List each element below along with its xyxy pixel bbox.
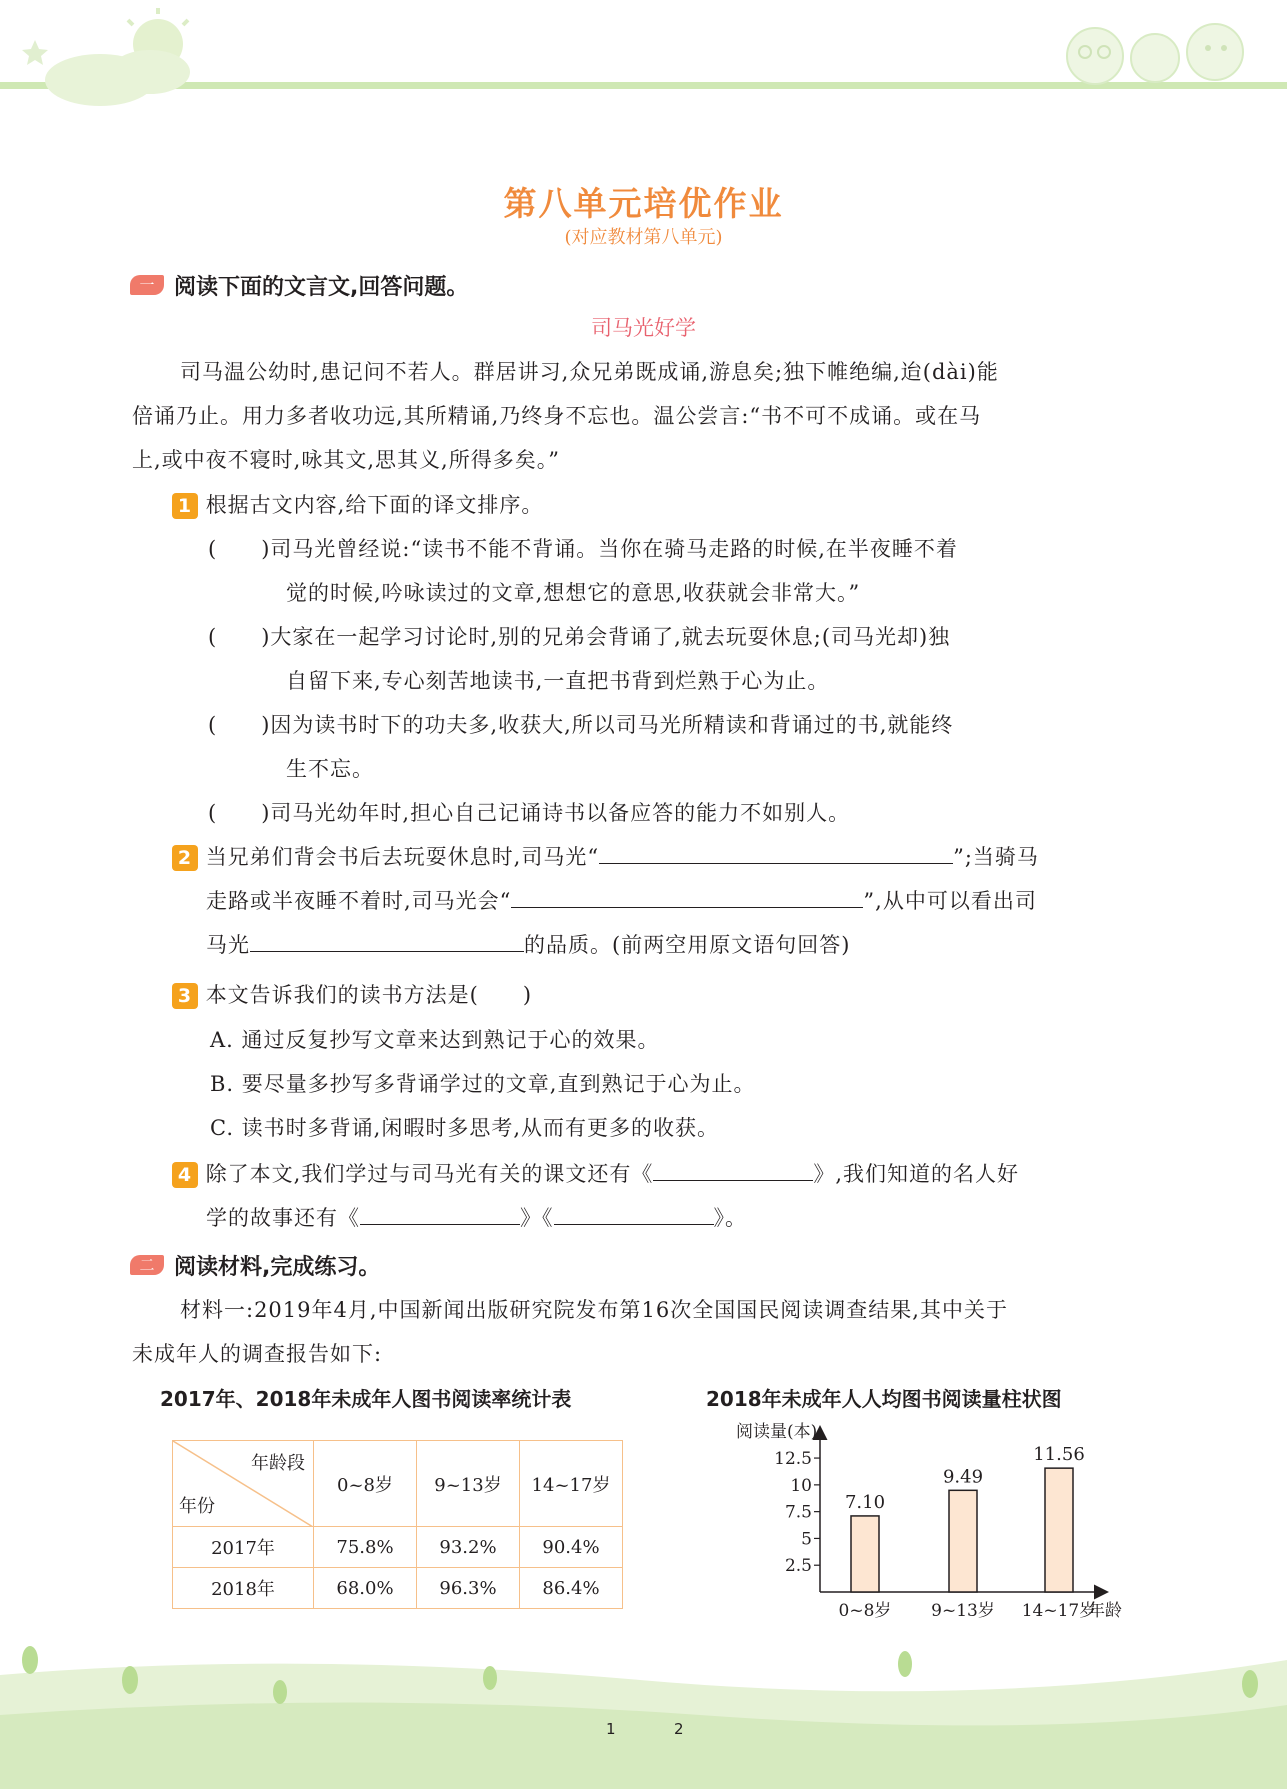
order-blank[interactable]: ( ) — [208, 537, 271, 561]
order-blank[interactable]: ( ) — [208, 713, 271, 737]
order-blank[interactable]: ( ) — [208, 801, 271, 825]
y-tick-label: 5 — [801, 1529, 812, 1550]
question-number-badge: 3 — [172, 983, 198, 1009]
option-b[interactable]: B. 要尽量多抄写多背诵学过的文章,直到熟记于心为止。 — [210, 1072, 756, 1096]
x-tick-label: 0~8岁 — [838, 1601, 892, 1620]
reading-rate-table — [172, 1440, 623, 1609]
table-cell: 75.8% — [314, 1527, 417, 1568]
question-2-line: 马光 的品质。(前两空用原文语句回答) — [206, 923, 850, 967]
corner-header-bottom: 年份 — [179, 1496, 215, 1517]
question-text: 根据古文内容,给下面的译文排序。 — [205, 493, 544, 517]
section-title-1: 阅读下面的文言文,回答问题。 — [174, 275, 469, 300]
section-badge-2: 二 — [130, 1255, 164, 1275]
order-item-text: 觉的时候,吟咏读过的文章,想想它的意思,收获就会非常大。” — [286, 581, 861, 605]
y-tick-label: 10 — [790, 1475, 812, 1496]
y-tick-label: 2.5 — [784, 1556, 812, 1577]
order-item-text: 生不忘。 — [286, 757, 374, 781]
table-caption: 2017年、2018年未成年人图书阅读率统计表 — [160, 1387, 572, 1411]
bar-value-label: 9.49 — [942, 1466, 984, 1488]
table-cell: 68.0% — [314, 1568, 417, 1609]
y-axis-label: 阅读量(本) — [736, 1422, 818, 1442]
order-item — [208, 615, 950, 659]
table-corner-cell — [173, 1441, 314, 1527]
question-2: 2 当兄弟们背会书后去玩耍休息时,司马光“ ”;当骑马 — [172, 835, 1039, 879]
order-item — [208, 791, 850, 835]
table-cell: 93.2% — [417, 1527, 520, 1568]
animal-friends-icon — [1067, 24, 1243, 84]
table-header-cell: 9~13岁 — [417, 1441, 520, 1527]
page-number-right: 2 — [674, 1720, 684, 1738]
corner-header-top: 年龄段 — [251, 1453, 305, 1474]
footer-decoration — [0, 1620, 1287, 1789]
bar-value-label: 11.56 — [1033, 1444, 1085, 1466]
table-header-cell: 14~17岁 — [520, 1441, 623, 1527]
order-item-text: 司马光幼年时,担心自己记诵诗书以备应答的能力不如别人。 — [270, 801, 851, 825]
answer-blank[interactable] — [554, 1202, 714, 1225]
material-text: 未成年人的调查报告如下: — [132, 1342, 383, 1366]
table-cell: 90.4% — [520, 1527, 623, 1568]
answer-blank[interactable] — [360, 1202, 520, 1225]
x-tick-label: 9~13岁 — [931, 1601, 995, 1620]
y-tick-label: 12.5 — [774, 1449, 812, 1470]
question-4: 4 除了本文,我们学过与司马光有关的课文还有《 》,我们知道的名人好 — [172, 1152, 1019, 1196]
bar-chart — [720, 1420, 1140, 1620]
passage-line: 上,或中夜不寝时,咏其文,思其义,所得多矣。” — [132, 448, 560, 472]
sun-cloud-icon — [22, 8, 190, 106]
option-a[interactable]: A. 通过反复抄写文章来达到熟记于心的效果。 — [210, 1028, 660, 1052]
question-3 — [172, 973, 532, 1017]
x-tick-label: 14~17岁 — [1021, 1601, 1097, 1620]
material-text: 材料一:2019年4月,中国新闻出版研究院发布第16次全国国民阅读调查结果,其中关于 — [180, 1298, 1008, 1322]
chart-title: 2018年未成年人人均图书阅读量柱状图 — [706, 1387, 1062, 1411]
order-item-text: 因为读书时下的功夫多,收获大,所以司马光所精读和背诵过的书,就能终 — [270, 713, 954, 737]
page-number-left: 1 — [606, 1720, 616, 1738]
answer-blank[interactable] — [511, 885, 863, 908]
poem-title: 司马光好学 — [591, 316, 696, 340]
order-item — [208, 527, 958, 571]
x-axis-label: 年龄 — [1088, 1601, 1122, 1620]
answer-blank[interactable] — [599, 841, 953, 864]
order-item — [208, 703, 953, 747]
bar — [1045, 1468, 1073, 1592]
question-number-badge: 4 — [172, 1162, 198, 1188]
question-number-badge: 2 — [172, 845, 198, 871]
question-text: 本文告诉我们的读书方法是( ) — [205, 983, 533, 1007]
question-number-badge: 1 — [172, 493, 198, 519]
order-blank[interactable]: ( ) — [208, 625, 271, 649]
order-item-text: 大家在一起学习讨论时,别的兄弟会背诵了,就去玩耍休息;(司马光却)独 — [270, 625, 951, 649]
section-badge-1: 一 — [130, 275, 164, 295]
answer-blank[interactable] — [250, 929, 524, 952]
y-tick-label: 7.5 — [784, 1502, 812, 1523]
table-row — [173, 1568, 623, 1609]
bar-value-label: 7.10 — [844, 1491, 886, 1513]
page-title: 第八单元培优作业 — [503, 184, 784, 223]
question-4-line: 学的故事还有《 》《 》。 — [206, 1196, 747, 1240]
table-row — [173, 1527, 623, 1568]
option-c[interactable]: C. 读书时多背诵,闲暇时多思考,从而有更多的收获。 — [210, 1116, 720, 1140]
header-decoration — [0, 0, 1287, 120]
section-title-2: 阅读材料,完成练习。 — [174, 1255, 381, 1280]
bar — [949, 1490, 977, 1592]
question-2-line: 走路或半夜睡不着时,司马光会“ ”,从中可以看出司 — [206, 879, 1037, 923]
order-item-text: 司马光曾经说:“读书不能不背诵。当你在骑马走路的时候,在半夜睡不着 — [270, 537, 958, 561]
question-1 — [172, 483, 543, 527]
order-item-text: 自留下来,专心刻苦地读书,一直把书背到烂熟于心为止。 — [286, 669, 830, 693]
table-cell: 2018年 — [173, 1568, 314, 1609]
answer-blank[interactable] — [653, 1158, 813, 1181]
table-cell: 2017年 — [173, 1527, 314, 1568]
table-cell: 86.4% — [520, 1568, 623, 1609]
bar — [851, 1516, 879, 1592]
passage-line: 倍诵乃止。用力多者收功远,其所精诵,乃终身不忘也。温公尝言:“书不可不成诵。或在马 — [132, 404, 982, 428]
page-subtitle: (对应教材第八单元) — [564, 227, 723, 248]
passage-line: 司马温公幼时,患记问不若人。群居讲习,众兄弟既成诵,游息矣;独下帷绝编,迨(dài)能 — [180, 360, 999, 384]
table-header-cell: 0~8岁 — [314, 1441, 417, 1527]
table-cell: 96.3% — [417, 1568, 520, 1609]
